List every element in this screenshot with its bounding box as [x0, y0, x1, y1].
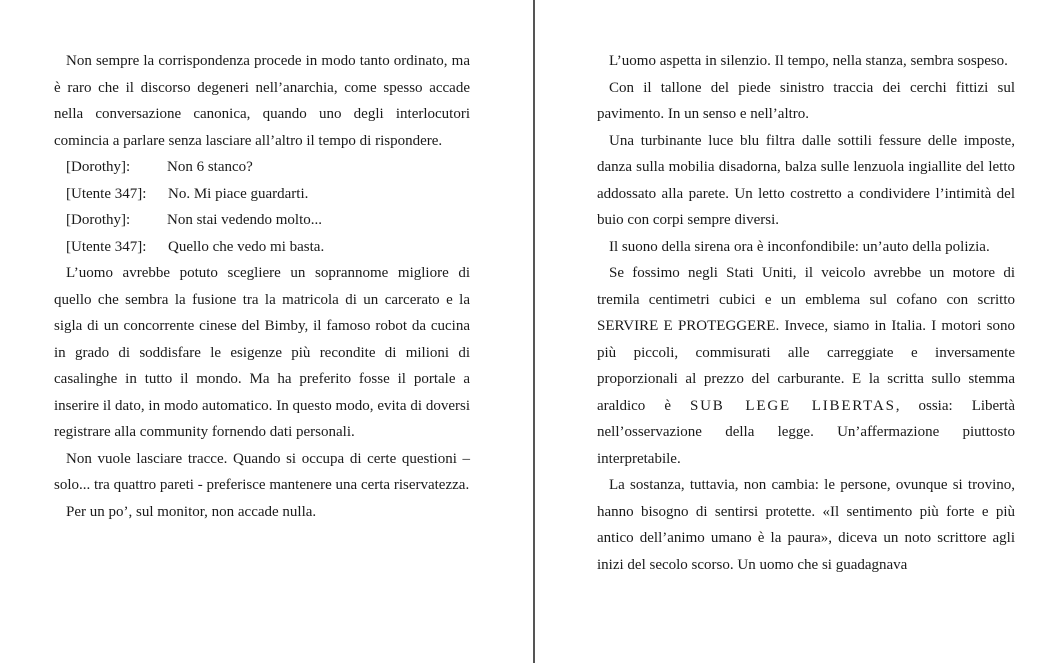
- dialogue-text: Non 6 stanco?: [167, 159, 253, 175]
- page-divider: [533, 0, 535, 663]
- speaker-label: [Utente 347]:: [66, 238, 147, 255]
- right-page: [597, 48, 1015, 578]
- dialogue-line: [54, 181, 470, 208]
- text-run: , ossia: Libertà nell’osservazione della legge. Un’affermazione piuttosto interpretabile.: [597, 397, 1016, 467]
- speaker-label: [Dorothy]:: [66, 159, 131, 175]
- paragraph: [597, 260, 1015, 472]
- paragraph: L’uomo aspetta in silenzio. Il tempo, nella stanza, sembra sospeso.: [609, 53, 1008, 69]
- dialogue-line: [54, 234, 470, 261]
- paragraph: Una turbinante luce blu filtra dalle sottili fessure delle imposte, danza sulla mobilia disadorna, balza sulle lenzuola ingiallite del letto addossato alla parete. Un letto costretto a condividere l’intimità del buio con corpi sempre diversi.: [597, 132, 1015, 228]
- dialogue-text: Non stai vedendo molto...: [167, 212, 322, 228]
- paragraph: L’uomo avrebbe potuto scegliere un soprannome migliore di quello che sembra la fusione tra la matricola di un carcerato e la sigla di un concorrente cinese del Bimby, il famoso robot da cucina in grado di soddisfare le esigenze più recondite di milioni di casalinghe in tutto il mondo. Ma ha preferito fosse il portale a inserire il dato, in modo automatico. In questo modo, evita di doversi registrare alla community fornendo dati personali.: [54, 265, 470, 440]
- paragraph: Non sempre la corrispondenza procede in modo tanto ordinato, ma è raro che il discorso degeneri nell’anarchia, come spesso accade nella conversazione canonica, quando uno degli interlocutori comincia a parlare senza lasciare all’altro il tempo di rispondere.: [54, 53, 470, 149]
- left-page: [54, 48, 470, 525]
- text-run: Se fossimo negli Stati Uniti, il veicolo avrebbe un motore di tremila centimetri cubici e un emblema sul cofano con scritto: [597, 265, 1015, 308]
- dialogue-text: Quello che vedo mi basta.: [168, 238, 325, 255]
- speaker-label: [Utente 347]:: [66, 185, 147, 202]
- text-run: . Invece, siamo in Italia. I motori sono più piccoli, commisurati alle carreggiate e inversamente proporzionali al prezzo del carburante. E la scritta sullo stemma araldico è: [597, 318, 1016, 414]
- paragraph: Non vuole lasciare tracce. Quando si occupa di certe questioni – solo... tra quattro pareti - preferisce mantenere una certa riservatezza.: [54, 450, 470, 493]
- dialogue-text: No. Mi piace guardarti.: [168, 185, 309, 202]
- dialogue-line: [54, 154, 470, 181]
- paragraph: Con il tallone del piede sinistro traccia dei cerchi fittizi sul pavimento. In un senso e nell’altro.: [597, 79, 1015, 122]
- dialogue-line: [54, 207, 470, 234]
- paragraph: Il suono della sirena ora è inconfondibile: un’auto della polizia.: [609, 238, 990, 255]
- speaker-label: [Dorothy]:: [66, 212, 131, 228]
- motto-it: SUB LEGE LIBERTAS: [690, 397, 896, 414]
- paragraph: Per un po’, sul monitor, non accade nulla.: [66, 503, 317, 520]
- motto-us: SERVIRE E PROTEGGERE: [597, 318, 776, 334]
- paragraph: La sostanza, tuttavia, non cambia: le persone, ovunque si trovino, hanno bisogno di sentirsi protette. «Il sentimento più forte e più antico dell’animo umano è la paura», diceva un noto scrittore agli inizi del secolo scorso. Un uomo che si guadagnava: [597, 477, 1015, 573]
